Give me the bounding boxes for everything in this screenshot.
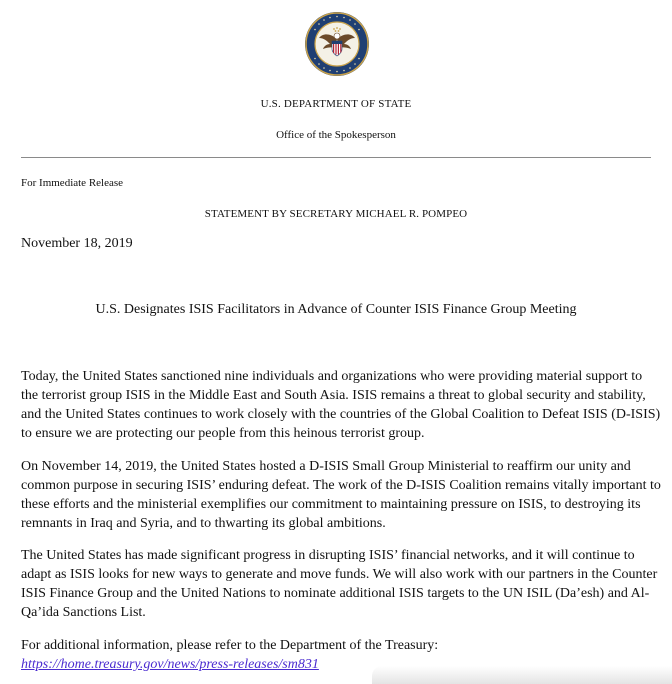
bottom-overlay-fade bbox=[372, 666, 672, 684]
additional-info-text: For additional information, please refer to the Department of the Treasury: bbox=[21, 638, 439, 653]
release-label: For Immediate Release bbox=[21, 177, 124, 189]
office-name: Office of the Spokesperson bbox=[276, 129, 396, 141]
treasury-press-release-link[interactable]: https://home.treasury.gov/news/press-releases/sm831 bbox=[21, 657, 319, 672]
release-date: November 18, 2019 bbox=[21, 236, 133, 251]
department-name: U.S. DEPARTMENT OF STATE bbox=[260, 98, 412, 110]
press-release-headline: U.S. Designates ISIS Facilitators in Advance of Counter ISIS Finance Group Meeting bbox=[95, 302, 577, 317]
department-of-state-seal-icon bbox=[304, 11, 370, 77]
body-paragraph-2: On November 14, 2019, the United States hosted a D-ISIS Small Group Ministerial to reaffirm our unity and common purpose in securing ISIS’ enduring defeat. The work of the D-ISIS Coalition remains vitally important to these efforts and the ministerial exemplifies our commitment to maintaining pressure on ISIS, to destroying its remnants in Iraq and Syria, and to thwarting its global ambitions. bbox=[21, 459, 661, 531]
body-paragraph-3: The United States has made significant progress in disrupting ISIS’ financial networks, and it will continue to adapt as ISIS looks for new ways to generate and move funds. We will also work with our partners in the Counter ISIS Finance Group and the United Nations to nominate additional ISIS targets to the UN ISIL (Da’esh) and Al-Qa’ida Sanctions List. bbox=[21, 548, 658, 620]
header-divider bbox=[21, 157, 651, 158]
body-paragraph-1: Today, the United States sanctioned nine individuals and organizations who were providing material support to the terrorist group ISIS in the Middle East and South Asia. ISIS remains a threat to global security and stability, and the United States continues to work closely with the countries of the Global Coalition to Defeat ISIS (D-ISIS) to ensure we are protecting our people from this heinous terrorist group. bbox=[21, 369, 661, 441]
statement-byline: STATEMENT BY SECRETARY MICHAEL R. POMPEO bbox=[204, 208, 468, 220]
